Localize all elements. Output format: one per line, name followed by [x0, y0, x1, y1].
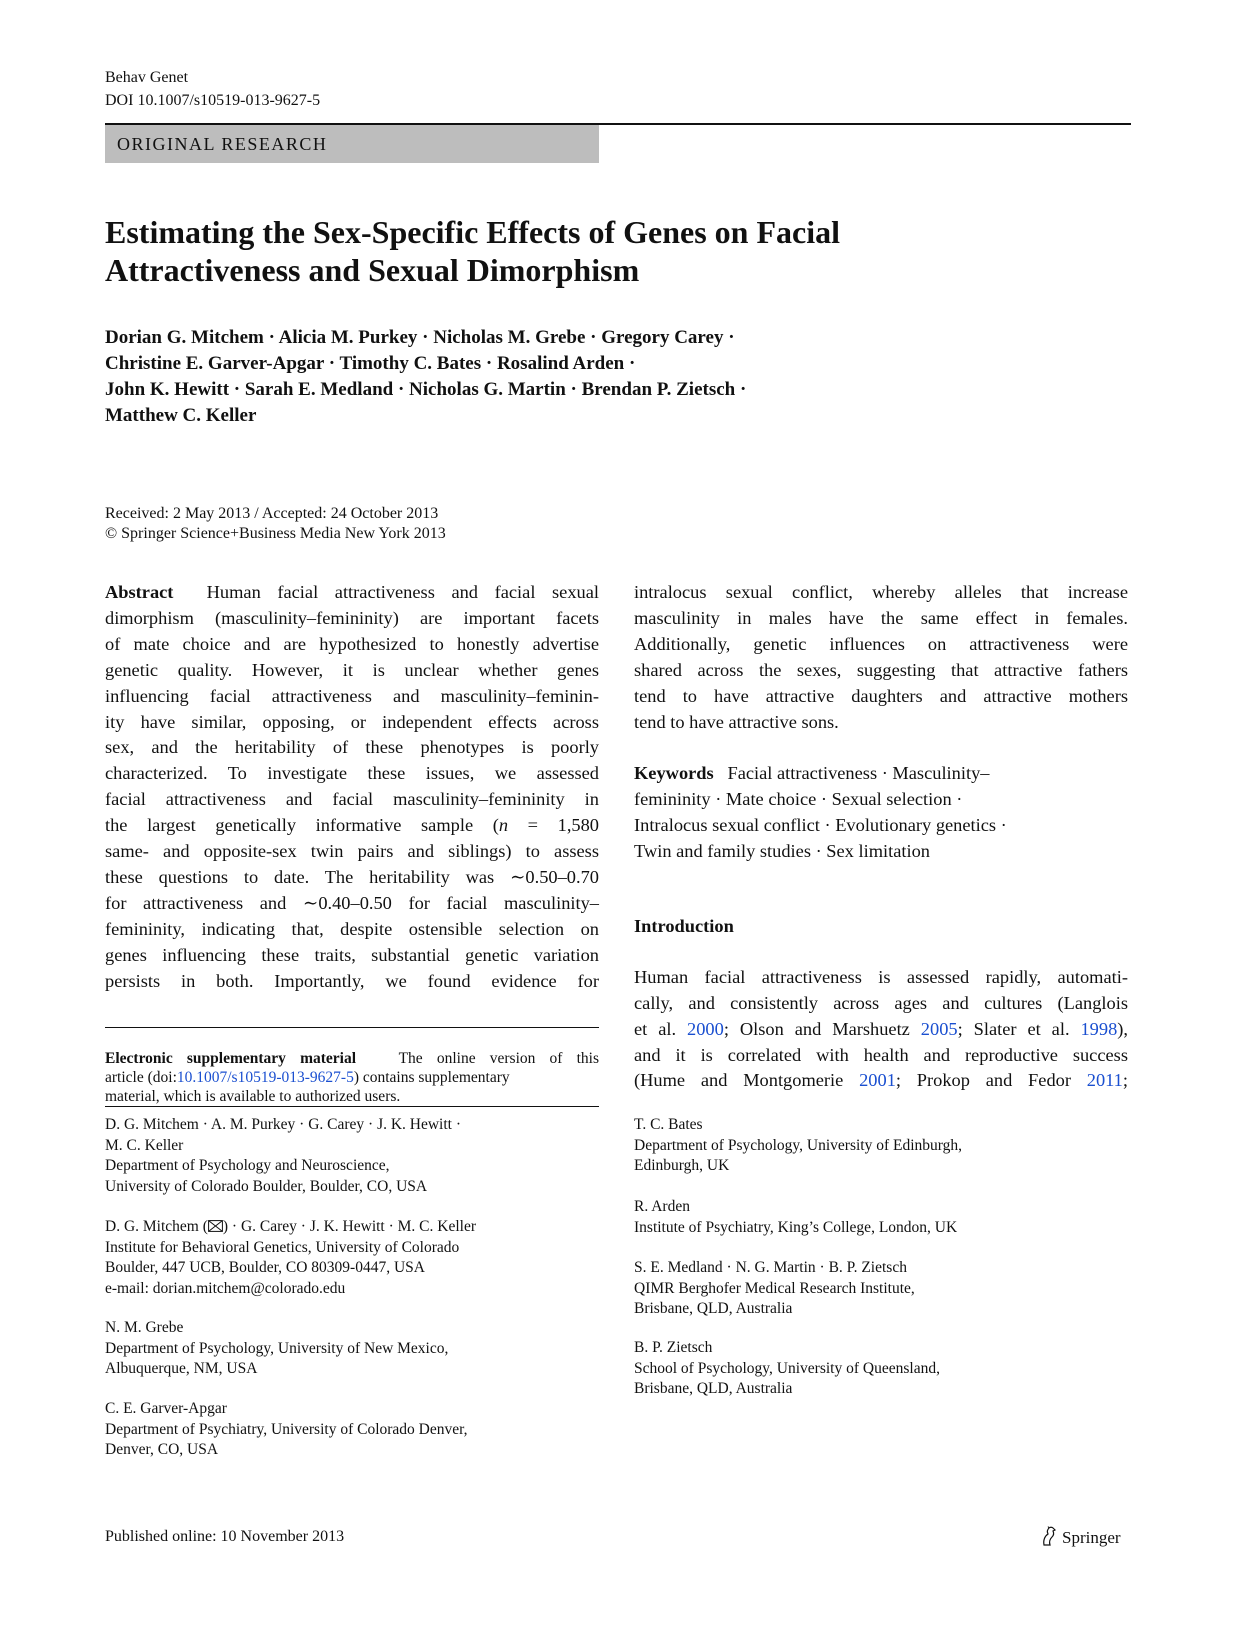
- abstract-heading: Abstract: [105, 582, 174, 602]
- abstract-text: = 1,580: [508, 815, 599, 836]
- intro-line: Human facial attractiveness is assessed rapidly, automati-: [634, 966, 1128, 987]
- abstract-line: femininity, indicating that, despite ostensible selection on: [105, 918, 599, 939]
- intro-text: ; Prokop and Fedor: [895, 1070, 1087, 1091]
- esm-bottom-rule: [105, 1106, 599, 1107]
- intro-text: ; Olson and Marshuetz: [723, 1018, 921, 1039]
- springer-horse-icon: [1040, 1526, 1058, 1546]
- abstract-text: Human facial attractiveness and facial sexual: [206, 582, 599, 602]
- intro-text: ; Slater et al.: [957, 1018, 1081, 1039]
- keywords-heading: Keywords: [634, 763, 714, 784]
- affiliation-institution: School of Psychology, University of Queensland,: [634, 1359, 940, 1377]
- abstract-line: influencing facial attractiveness and masculinity–feminin-: [105, 685, 599, 706]
- abstract-line: for attractiveness and ∼0.40–0.50 for facial masculinity–: [105, 892, 599, 913]
- affiliation-institution: Department of Psychiatry, University of Colorado Denver,: [105, 1420, 468, 1438]
- intro-line: cally, and consistently across ages and cultures (Langlois: [634, 992, 1128, 1013]
- intro-text: et al.: [634, 1018, 688, 1039]
- publisher-name: Springer: [1062, 1528, 1121, 1547]
- abstract-right: [634, 580, 1128, 1094]
- affiliation-block: [105, 1217, 599, 1299]
- affiliation-institution: Department of Psychology and Neuroscience,: [105, 1157, 390, 1174]
- citation-link[interactable]: 2011: [1086, 1070, 1123, 1091]
- affiliation-text: D. G. Mitchem (: [105, 1218, 208, 1235]
- title-line: Estimating the Sex-Specific Effects of Genes on Facial: [105, 214, 840, 250]
- abstract-line: dimorphism (masculinity–femininity) are important facets: [105, 607, 599, 628]
- journal-name: Behav Genet: [105, 69, 189, 86]
- abstract-line: tend to have attractive sons.: [634, 711, 839, 732]
- esm-line: material, which is available to authorized users.: [105, 1088, 401, 1105]
- section-label: ORIGINAL RESEARCH: [105, 125, 599, 163]
- affiliation-text: ) · G. Carey · J. K. Hewitt · M. C. Keller: [222, 1218, 476, 1235]
- affiliation-authors: D. G. Mitchem · A. M. Purkey · G. Carey · J. K. Hewitt ·: [105, 1116, 462, 1133]
- citation-link[interactable]: 2005: [920, 1018, 958, 1039]
- esm-line: [105, 1068, 599, 1087]
- keywords-text: Facial attractiveness · Masculinity–: [727, 763, 990, 784]
- abstract-line: persists in both. Importantly, we found evidence for: [105, 970, 599, 991]
- abstract-left: [105, 580, 599, 995]
- intro-line: [634, 1017, 1128, 1043]
- doi: DOI 10.1007/s10519-013-9627-5: [105, 92, 321, 109]
- doi-link[interactable]: 10.1007/s10519-013-9627-5: [176, 1069, 354, 1086]
- esm-line: [105, 1049, 599, 1068]
- affiliation-institution: Institute of Psychiatry, King’s College, London, UK: [634, 1218, 958, 1236]
- affiliation-institution: Brisbane, QLD, Australia: [634, 1380, 793, 1397]
- affiliation-authors: B. P. Zietsch: [634, 1339, 713, 1356]
- author-line: Dorian G. Mitchem · Alicia M. Purkey · Nicholas M. Grebe · Gregory Carey ·: [105, 327, 735, 348]
- author-line: Christine E. Garver-Apgar · Timothy C. Bates · Rosalind Arden ·: [105, 353, 636, 374]
- affiliation-authors: N. M. Grebe: [105, 1319, 184, 1336]
- affiliation-institution: QIMR Berghofer Medical Research Institute,: [634, 1279, 915, 1297]
- abstract-line: genes influencing these traits, substantial genetic variation: [105, 944, 599, 965]
- abstract-line: shared across the sexes, suggesting that attractive fathers: [634, 659, 1128, 680]
- affiliation-authors: [105, 1217, 599, 1238]
- email-address[interactable]: e-mail: dorian.mitchem@colorado.edu: [105, 1279, 346, 1297]
- abstract-line: same- and opposite-sex twin pairs and siblings) to assess: [105, 841, 599, 862]
- citation-link[interactable]: 2000: [687, 1018, 724, 1039]
- affiliation-authors: T. C. Bates: [634, 1116, 703, 1133]
- affiliation-institution: Department of Psychology, University of Edinburgh,: [634, 1136, 963, 1154]
- affiliation-block: [105, 1115, 599, 1197]
- affiliation-institution: Institute for Behavioral Genetics, University of Colorado: [105, 1238, 460, 1256]
- keywords-line: [634, 761, 1128, 787]
- affiliation-block: [634, 1258, 1128, 1320]
- citation-link[interactable]: 2001: [859, 1070, 896, 1091]
- affiliation-block: [634, 1338, 1128, 1400]
- intro-text: ),: [1117, 1018, 1128, 1039]
- affiliation-institution: University of Colorado Boulder, Boulder, CO, USA: [105, 1177, 428, 1195]
- title-line: Attractiveness and Sexual Dimorphism: [105, 252, 640, 288]
- abstract-text: the largest genetically informative sample (: [105, 815, 499, 836]
- abstract-line: these questions to date. The heritability was ∼0.50–0.70: [105, 866, 599, 887]
- abstract-line: of mate choice and are hypothesized to honestly advertise: [105, 633, 599, 654]
- author-list: [105, 325, 1105, 429]
- affiliation-institution: Department of Psychology, University of New Mexico,: [105, 1339, 449, 1357]
- esm-heading: Electronic supplementary material: [105, 1050, 357, 1067]
- abstract-line: characterized. To investigate these issues, we assessed: [105, 763, 599, 784]
- received-accepted: Received: 2 May 2013 / Accepted: 24 October 2013: [105, 505, 439, 522]
- supplementary-note: [105, 1049, 599, 1106]
- abstract-line: sex, and the heritability of these phenotypes is poorly: [105, 737, 599, 758]
- affiliation-authors: M. C. Keller: [105, 1136, 184, 1154]
- affiliation-address: Boulder, 447 UCB, Boulder, CO 80309-0447, USA: [105, 1259, 425, 1276]
- affiliation-block: [105, 1399, 599, 1461]
- esm-text: The online version of this: [398, 1050, 600, 1067]
- envelope-icon: [208, 1220, 223, 1232]
- abstract-line: tend to have attractive daughters and attractive mothers: [634, 685, 1128, 706]
- citation-link[interactable]: 1998: [1080, 1018, 1118, 1039]
- affiliation-block: [634, 1197, 1128, 1238]
- affiliation-institution: Brisbane, QLD, Australia: [634, 1300, 793, 1317]
- abstract-line: facial attractiveness and facial masculinity–femininity in: [105, 789, 599, 810]
- affiliation-institution: Denver, CO, USA: [105, 1441, 219, 1458]
- copyright: © Springer Science+Business Media New York 2013: [105, 525, 446, 542]
- journal-header: [105, 66, 320, 112]
- affiliation-authors: R. Arden: [634, 1198, 690, 1215]
- affiliation-block: [105, 1318, 599, 1380]
- article-dates: [105, 504, 446, 544]
- affiliation-institution: Albuquerque, NM, USA: [105, 1360, 258, 1377]
- intro-line: and it is correlated with health and reproductive success: [634, 1044, 1128, 1065]
- introduction-heading: Introduction: [634, 915, 734, 936]
- esm-top-rule: [105, 1027, 599, 1028]
- keywords-line: femininity · Mate choice · Sexual selection ·: [634, 789, 963, 810]
- intro-line: [634, 1068, 1128, 1094]
- keywords-line: Intralocus sexual conflict · Evolutionary genetics ·: [634, 815, 1007, 836]
- intro-text: (Hume and Montgomerie: [634, 1070, 860, 1091]
- publisher-logo: [1040, 1526, 1121, 1548]
- abstract-line: [105, 813, 599, 839]
- affiliation-institution: Edinburgh, UK: [634, 1157, 730, 1174]
- abstract-line: masculinity in males have the same effect in females.: [634, 607, 1128, 628]
- abstract-line: intralocus sexual conflict, whereby alleles that increase: [634, 582, 1128, 602]
- author-line: Matthew C. Keller: [105, 405, 257, 426]
- abstract-text: n: [498, 815, 509, 836]
- article-title: [105, 213, 1005, 289]
- intro-text: ;: [1122, 1070, 1128, 1091]
- abstract-line: ity have similar, opposing, or independent effects across: [105, 711, 599, 732]
- affiliation-block: [634, 1115, 1128, 1177]
- esm-text: ) contains supplementary: [353, 1069, 510, 1086]
- affiliation-authors: C. E. Garver-Apgar: [105, 1400, 227, 1417]
- abstract-line: genetic quality. However, it is unclear whether genes: [105, 659, 599, 680]
- affiliation-authors: S. E. Medland · N. G. Martin · B. P. Zietsch: [634, 1259, 907, 1276]
- author-line: John K. Hewitt · Sarah E. Medland · Nicholas G. Martin · Brendan P. Zietsch ·: [105, 379, 747, 400]
- published-date: Published online: 10 November 2013: [105, 1528, 345, 1545]
- esm-text: article (doi:: [105, 1069, 177, 1086]
- abstract-line: Additionally, genetic influences on attractiveness were: [634, 633, 1128, 654]
- abstract-line: [105, 580, 599, 606]
- keywords-line: Twin and family studies · Sex limitation: [634, 841, 930, 862]
